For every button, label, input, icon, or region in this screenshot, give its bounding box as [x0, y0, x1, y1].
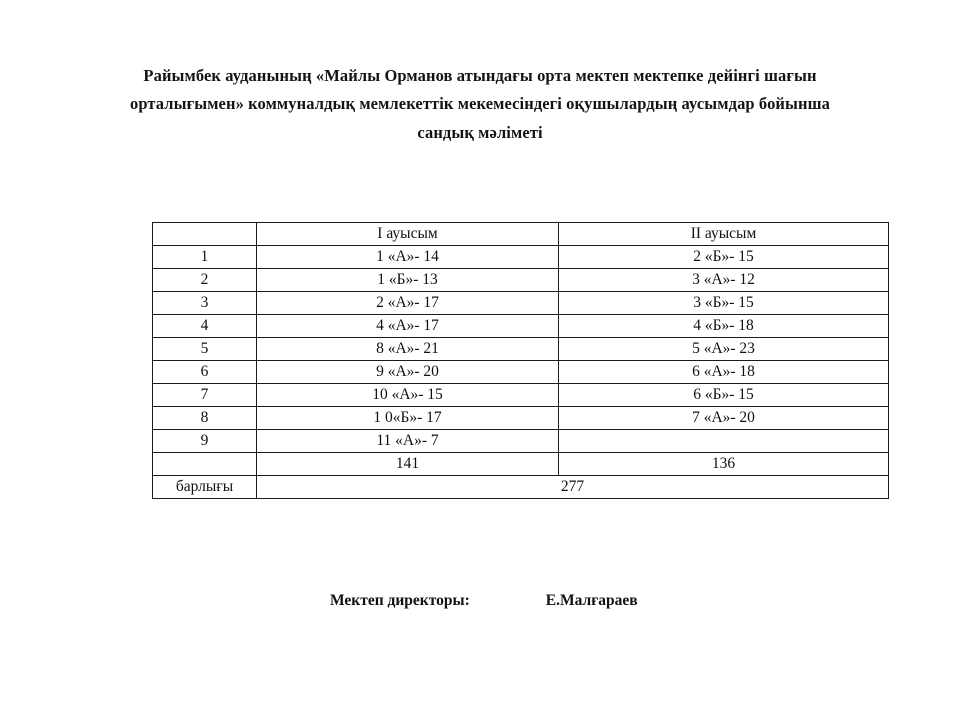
- grand-total-value: 277: [257, 476, 889, 499]
- row-shift-two: 7 «А»- 20: [559, 407, 889, 430]
- row-shift-one: 1 «Б»- 13: [257, 269, 559, 292]
- table-row: [153, 315, 889, 338]
- row-shift-two: 2 «Б»- 15: [559, 246, 889, 269]
- row-index: 7: [153, 384, 257, 407]
- row-shift-two: 6 «А»- 18: [559, 361, 889, 384]
- row-shift-two: 4 «Б»- 18: [559, 315, 889, 338]
- header-cell-shift-two: II ауысым: [559, 223, 889, 246]
- signature-role-label: Мектеп директоры:: [330, 592, 470, 609]
- document-title: [70, 62, 890, 147]
- row-index: 9: [153, 430, 257, 453]
- table-row: [153, 338, 889, 361]
- row-index: 8: [153, 407, 257, 430]
- row-index: 1: [153, 246, 257, 269]
- subtotal-shift-one: 141: [257, 453, 559, 476]
- row-shift-two: 3 «А»- 12: [559, 269, 889, 292]
- row-index: 3: [153, 292, 257, 315]
- table-header: [153, 223, 889, 246]
- table-subtotal-row: [153, 453, 889, 476]
- row-shift-one: 8 «А»- 21: [257, 338, 559, 361]
- header-cell-index: [153, 223, 257, 246]
- document-title-line-3: сандық мәліметі: [417, 122, 543, 142]
- table-body: [153, 246, 889, 499]
- row-shift-one: 4 «А»- 17: [257, 315, 559, 338]
- table-row: [153, 269, 889, 292]
- row-shift-one: 9 «А»- 20: [257, 361, 559, 384]
- header-cell-shift-one: I ауысым: [257, 223, 559, 246]
- row-shift-one: 1 «А»- 14: [257, 246, 559, 269]
- row-shift-two: 6 «Б»- 15: [559, 384, 889, 407]
- row-shift-two: 5 «А»- 23: [559, 338, 889, 361]
- shift-table-container: [152, 222, 888, 499]
- table-row: [153, 407, 889, 430]
- row-index: 2: [153, 269, 257, 292]
- row-shift-two: 3 «Б»- 15: [559, 292, 889, 315]
- grand-total-label: барлығы: [153, 476, 257, 499]
- row-index: 4: [153, 315, 257, 338]
- document-title-line-2: орталығымен» коммуналдық мемлекеттік мекемесіндегі оқушылардың аусымдар бойынша: [129, 94, 830, 114]
- row-index: 5: [153, 338, 257, 361]
- table-row: [153, 292, 889, 315]
- table-header-row: [153, 223, 889, 246]
- signature-name: Е.Малғараев: [545, 592, 638, 609]
- table-row: [153, 430, 889, 453]
- table-grand-total-row: [153, 476, 889, 499]
- subtotal-shift-two: 136: [559, 453, 889, 476]
- row-shift-one: 2 «А»- 17: [257, 292, 559, 315]
- table-row: [153, 246, 889, 269]
- row-index: 6: [153, 361, 257, 384]
- row-shift-one: 11 «А»- 7: [257, 430, 559, 453]
- row-shift-one: 10 «А»- 15: [257, 384, 559, 407]
- row-shift-two: [559, 430, 889, 453]
- student-shift-table: [152, 222, 889, 499]
- table-row: [153, 384, 889, 407]
- row-shift-one: 1 0«Б»- 17: [257, 407, 559, 430]
- signature-block: [330, 592, 750, 610]
- document-title-line-1: Райымбек ауданының «Майлы Орманов атындағы орта мектеп мектепке дейінгі шағын: [143, 66, 817, 85]
- subtotal-index: [153, 453, 257, 476]
- table-row: [153, 361, 889, 384]
